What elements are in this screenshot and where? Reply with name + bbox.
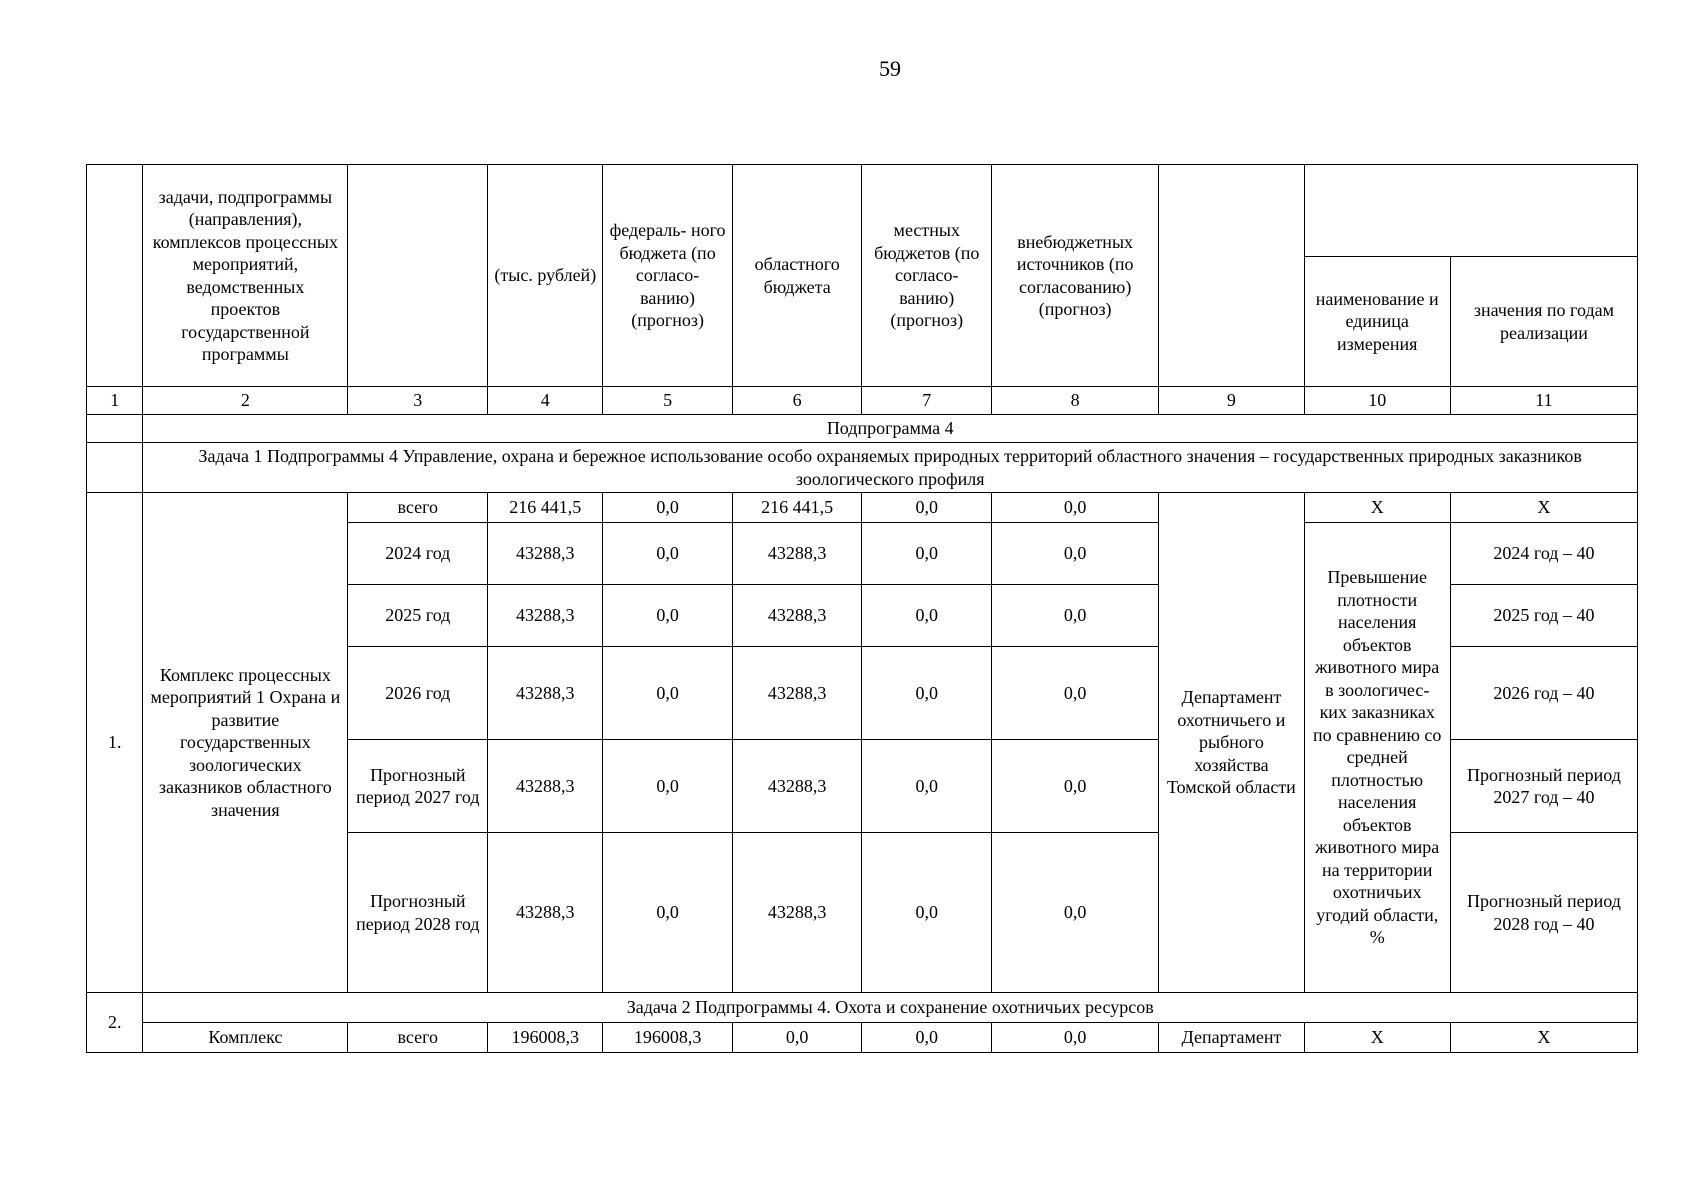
local-cell: 0,0: [862, 1023, 992, 1053]
total-cell: 43288,3: [488, 647, 603, 740]
empty-cell: [87, 415, 143, 443]
item-2-row-total: [87, 1023, 1638, 1053]
header-cell-7: местных бюджетов (по согласо- ванию) (прогноз): [862, 165, 992, 387]
total-cell: 196008,3: [488, 1023, 603, 1053]
header-cell-5: федераль- ного бюджета (по согласо- ванию) (прогноз): [603, 165, 733, 387]
total-cell: 43288,3: [488, 740, 603, 833]
local-cell: 0,0: [862, 740, 992, 833]
total-cell: 216 441,5: [488, 493, 603, 523]
header-cell-10: наименование и единица измерения: [1304, 257, 1450, 387]
federal-cell: 0,0: [603, 523, 733, 585]
regional-cell: 216 441,5: [732, 493, 862, 523]
extra-cell: 0,0: [992, 523, 1159, 585]
extra-cell: 0,0: [992, 740, 1159, 833]
total-cell: 43288,3: [488, 833, 603, 993]
empty-cell: [87, 443, 143, 493]
federal-cell: 0,0: [603, 833, 733, 993]
column-number: 9: [1159, 387, 1304, 415]
local-cell: 0,0: [862, 833, 992, 993]
task-1-row: [87, 443, 1638, 493]
period-cell: всего: [348, 1023, 488, 1053]
header-cell-11: значения по годам реализации: [1450, 257, 1637, 387]
value-cell: 2026 год – 40: [1450, 647, 1637, 740]
local-cell: 0,0: [862, 523, 992, 585]
header-cell-6: областного бюджета: [732, 165, 862, 387]
item-2-executor: Департамент: [1159, 1023, 1304, 1053]
total-cell: 43288,3: [488, 585, 603, 647]
extra-cell: 0,0: [992, 1023, 1159, 1053]
column-number: 11: [1450, 387, 1637, 415]
column-number: 5: [603, 387, 733, 415]
regional-cell: 43288,3: [732, 647, 862, 740]
page-number: 59: [879, 56, 901, 81]
item-2-number: 2.: [87, 993, 143, 1053]
item-1-number: 1.: [87, 493, 143, 993]
indicator-total-cell: Х: [1304, 1023, 1450, 1053]
period-cell: 2025 год: [348, 585, 488, 647]
header-row-top: [87, 165, 1638, 257]
subprogram-row: [87, 415, 1638, 443]
column-number: 10: [1304, 387, 1450, 415]
indicator-total-cell: Х: [1304, 493, 1450, 523]
value-cell: Прогнозный период 2027 год – 40: [1450, 740, 1637, 833]
column-number: 8: [992, 387, 1159, 415]
local-cell: 0,0: [862, 647, 992, 740]
federal-cell: 0,0: [603, 493, 733, 523]
value-cell: 2025 год – 40: [1450, 585, 1637, 647]
item-1-name: Комплекс процессных мероприятий 1 Охрана и развитие государственных зоологических заказников областного значения: [143, 493, 348, 993]
task-2-title: Задача 2 Подпрограммы 4. Охота и сохранение охотничьих ресурсов: [143, 993, 1638, 1023]
extra-cell: 0,0: [992, 647, 1159, 740]
period-cell: 2026 год: [348, 647, 488, 740]
task-1-title: Задача 1 Подпрограммы 4 Управление, охрана и бережное использование особо охраняемых природных территорий областного значения – государственных природных заказников зоологического профиля: [143, 443, 1638, 493]
period-cell: Прогнозный период 2027 год: [348, 740, 488, 833]
item-1-executor: Департамент охотничьего и рыбного хозяйства Томской области: [1159, 493, 1304, 993]
column-number: 6: [732, 387, 862, 415]
column-number: 1: [87, 387, 143, 415]
column-number: 3: [348, 387, 488, 415]
task-2-row: [87, 993, 1638, 1023]
value-cell: Х: [1450, 1023, 1637, 1053]
value-cell: Прогнозный период 2028 год – 40: [1450, 833, 1637, 993]
item-1-row-total: [87, 493, 1638, 523]
federal-cell: 196008,3: [603, 1023, 733, 1053]
program-table: [86, 164, 1638, 1053]
regional-cell: 43288,3: [732, 833, 862, 993]
period-cell: 2024 год: [348, 523, 488, 585]
regional-cell: 0,0: [732, 1023, 862, 1053]
value-cell: 2024 год – 40: [1450, 523, 1637, 585]
total-cell: 43288,3: [488, 523, 603, 585]
federal-cell: 0,0: [603, 585, 733, 647]
local-cell: 0,0: [862, 585, 992, 647]
column-number: 2: [143, 387, 348, 415]
header-cell-3: [348, 165, 488, 387]
item-1-indicator-name: Превышение плотности населения объектов животного мира в зоологичес- ких заказниках по сравнению со средней плотностью населения объектов животного мира на территории охотничьих угодий области, %: [1304, 523, 1450, 993]
column-number-row: [87, 387, 1638, 415]
period-cell: Прогнозный период 2028 год: [348, 833, 488, 993]
header-cell-4: (тыс. рублей): [488, 165, 603, 387]
header-cell-9: [1159, 165, 1304, 387]
federal-cell: 0,0: [603, 740, 733, 833]
header-cell-10-11-top: [1304, 165, 1637, 257]
extra-cell: 0,0: [992, 493, 1159, 523]
header-cell-1: [87, 165, 143, 387]
extra-cell: 0,0: [992, 833, 1159, 993]
federal-cell: 0,0: [603, 647, 733, 740]
regional-cell: 43288,3: [732, 740, 862, 833]
header-cell-8: внебюджетных источников (по согласованию) (прогноз): [992, 165, 1159, 387]
header-cell-2: задачи, подпрограммы (направления), комплексов процессных мероприятий, ведомственных проектов государственной программы: [143, 165, 348, 387]
subprogram-title: Подпрограмма 4: [143, 415, 1638, 443]
column-number: 4: [488, 387, 603, 415]
period-cell: всего: [348, 493, 488, 523]
extra-cell: 0,0: [992, 585, 1159, 647]
local-cell: 0,0: [862, 493, 992, 523]
column-number: 7: [862, 387, 992, 415]
value-cell: Х: [1450, 493, 1637, 523]
item-2-name: Комплекс: [143, 1023, 348, 1053]
regional-cell: 43288,3: [732, 585, 862, 647]
regional-cell: 43288,3: [732, 523, 862, 585]
